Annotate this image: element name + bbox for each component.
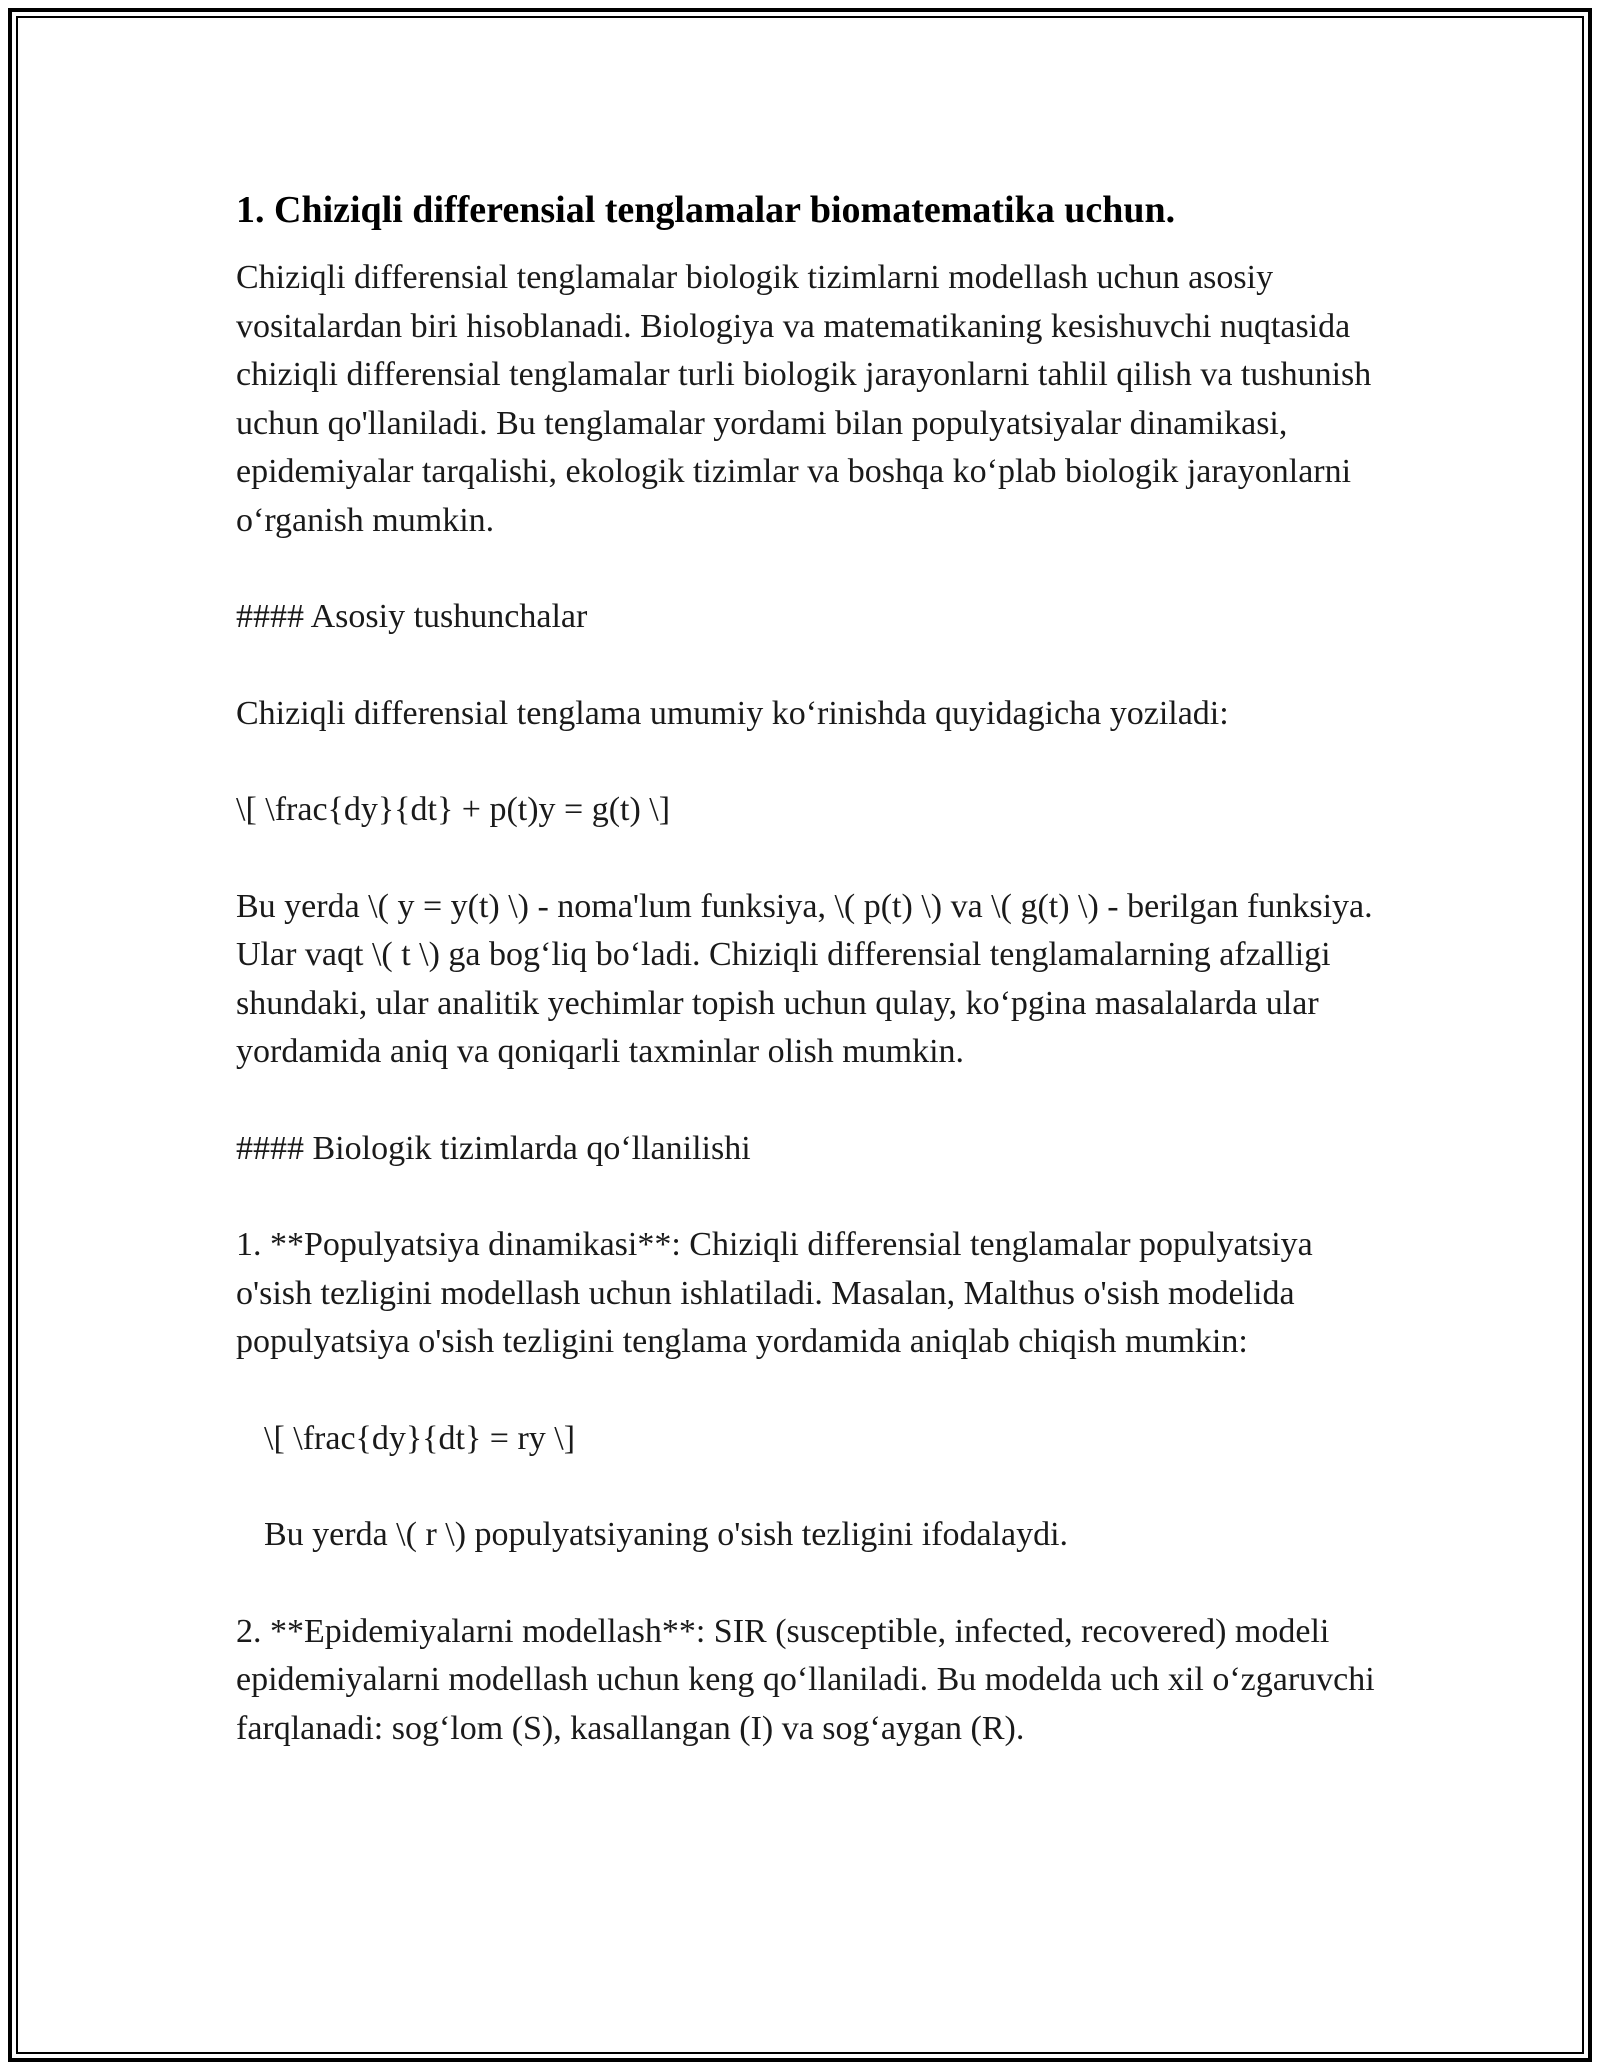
growth-rate-note: Bu yerda \( r \) populyatsiyaning o'sish tezligini ifodalaydi. xyxy=(264,1516,1069,1553)
equation-explanation-paragraph: Bu yerda \( y = y(t) \) - noma'lum funksiya, \( p(t) \) va \( g(t) \) - berilgan funksiya. Ular vaqt \( t \) ga bog‘liq bo‘ladi. Chiziqli differensial tenglamalarning afzalligi shundaki, ular analitik yechimlar topish uchun qulay, ko‘pgina masalalarda ular yordamida aniq va qoniqarli taxminlar olish mumkin. xyxy=(236,887,1373,1070)
section-heading-basics: #### Asosiy tushunchalar xyxy=(236,598,588,635)
document-body xyxy=(236,186,1376,1801)
section-heading-applications: #### Biologik tizimlarda qo‘llanilishi xyxy=(236,1129,751,1167)
equation-intro-paragraph: Chiziqli differensial tenglama umumiy ko‘rinishda quyidagicha yoziladi: xyxy=(236,694,1229,732)
document-title: 1. Chiziqli differensial tenglamalar biomatematika uchun. xyxy=(236,189,1176,231)
intro-paragraph: Chiziqli differensial tenglamalar biologik tizimlarni modellash uchun asosiy vositalardan biri hisoblanadi. Biologiya va matematikaning kesishuvchi nuqtasida chiziqli differensial tenglamalar turli biologik jarayonlarni tahlil qilish va tushunish uchun qo'llaniladi. Bu tenglamalar yordami bilan populyatsiyalar dinamikasi, epidemiyalar tarqalishi, ekologik tizimlar va boshqa ko‘plab biologik jarayonlarni o‘rganish mumkin. xyxy=(236,259,1372,539)
malthus-equation: \[ \frac{dy}{dt} = ry \] xyxy=(264,1419,576,1457)
list-item-epidemic-modeling: 2. **Epidemiyalarni modellash**: SIR (susceptible, infected, recovered) modeli epidemiyalarni modellash uchun keng qo‘llaniladi. Bu modelda uch xil o‘zgaruvchi farqlanadi: sog‘lom (S), kasallangan (I) va sog‘aygan (R). xyxy=(236,1612,1375,1747)
general-equation: \[ \frac{dy}{dt} + p(t)y = g(t) \] xyxy=(236,791,671,828)
list-item-population-dynamics: 1. **Populyatsiya dinamikasi**: Chiziqli differensial tenglamalar populyatsiya o'sish tezligini modellash uchun ishlatiladi. Masalan, Malthus o'sish modelida populyatsiya o'sish tezligini tenglama yordamida aniqlab chiqish mumkin: xyxy=(236,1226,1313,1360)
